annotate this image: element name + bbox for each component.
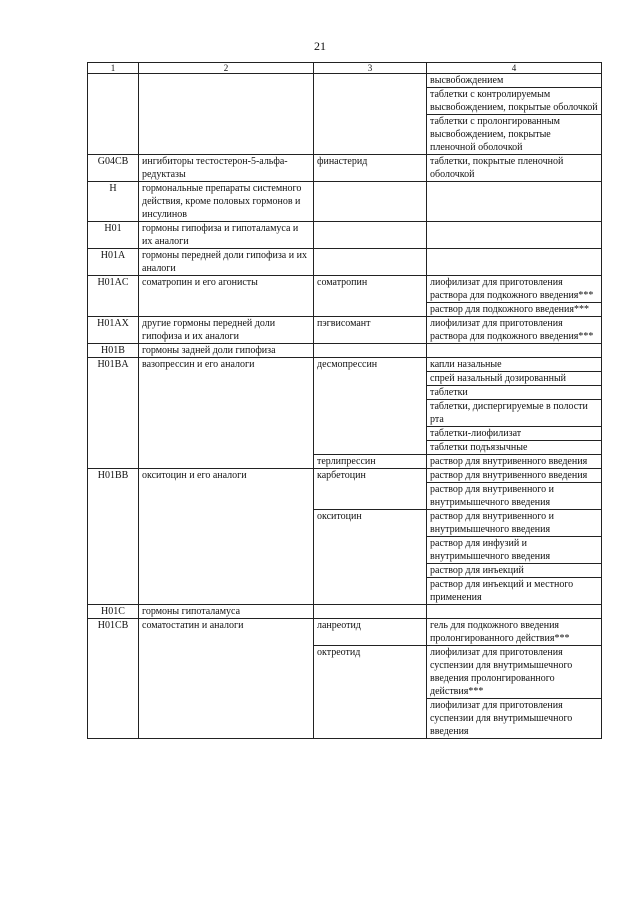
substance-cell: десмопрессин	[314, 358, 427, 455]
substance-cell: терлипрессин	[314, 455, 427, 469]
page-number: 21	[314, 39, 326, 53]
group-name-cell: гормоны задней доли гипофиза	[139, 344, 314, 358]
atc-code-cell: H01B	[88, 344, 139, 358]
group-name-cell	[139, 74, 314, 155]
table-row	[88, 619, 602, 646]
dosage-form-cell: гель для подкожного введения пролонгированного действия***	[427, 619, 602, 646]
atc-code-cell: H01AC	[88, 276, 139, 317]
dosage-form-cell: раствор для внутривенного введения	[427, 455, 602, 469]
atc-code-cell: H01BA	[88, 358, 139, 469]
dosage-form-cell: раствор для инъекций	[427, 564, 602, 578]
dosage-form-cell	[427, 344, 602, 358]
group-name-cell: гормональные препараты системного действия, кроме половых гормонов и инсулинов	[139, 182, 314, 222]
dosage-form-cell: таблетки с контролируемым высвобождением, покрытые оболочкой	[427, 88, 602, 115]
substance-cell: карбетоцин	[314, 469, 427, 510]
dosage-form-cell: раствор для инфузий и внутримышечного введения	[427, 537, 602, 564]
substance-cell: пэгвисомант	[314, 317, 427, 344]
table-row	[88, 249, 602, 276]
table-row	[88, 605, 602, 619]
group-name-cell: гормоны гипоталамуса	[139, 605, 314, 619]
atc-code-cell: H01A	[88, 249, 139, 276]
dosage-form-cell: раствор для внутривенного и внутримышечного введения	[427, 483, 602, 510]
table-row	[88, 317, 602, 344]
medicines-table	[87, 62, 602, 739]
column-number: 3	[314, 63, 427, 74]
table-row	[88, 74, 602, 88]
group-name-cell: гормоны гипофиза и гипоталамуса и их аналоги	[139, 222, 314, 249]
atc-code-cell: H01C	[88, 605, 139, 619]
group-name-cell: ингибиторы тестостерон-5-альфа-редуктазы	[139, 155, 314, 182]
table-row	[88, 344, 602, 358]
dosage-form-cell: лиофилизат для приготовления суспензии для внутримышечного введения пролонгированного действия***	[427, 646, 602, 699]
substance-cell: ланреотид	[314, 619, 427, 646]
substance-cell: соматропин	[314, 276, 427, 317]
dosage-form-cell: лиофилизат для приготовления суспензии для внутримышечного введения	[427, 699, 602, 739]
substance-cell	[314, 222, 427, 249]
dosage-form-cell: лиофилизат для приготовления раствора для подкожного введения***	[427, 276, 602, 303]
dosage-form-cell: таблетки, покрытые пленочной оболочкой	[427, 155, 602, 182]
group-name-cell: другие гормоны передней доли гипофиза и их аналоги	[139, 317, 314, 344]
table-row	[88, 276, 602, 303]
dosage-form-cell: капли назальные	[427, 358, 602, 372]
group-name-cell: соматропин и его агонисты	[139, 276, 314, 317]
substance-cell: окситоцин	[314, 510, 427, 605]
substance-cell	[314, 605, 427, 619]
dosage-form-cell: высвобождением	[427, 74, 602, 88]
dosage-form-cell: таблетки, диспергируемые в полости рта	[427, 400, 602, 427]
group-name-cell: окситоцин и его аналоги	[139, 469, 314, 605]
group-name-cell: соматостатин и аналоги	[139, 619, 314, 739]
atc-code-cell: H01AX	[88, 317, 139, 344]
atc-code-cell: H01BB	[88, 469, 139, 605]
substance-cell	[314, 249, 427, 276]
substance-cell: финастерид	[314, 155, 427, 182]
dosage-form-cell	[427, 249, 602, 276]
atc-code-cell	[88, 74, 139, 155]
dosage-form-cell: раствор для внутривенного введения	[427, 469, 602, 483]
table-row	[88, 182, 602, 222]
dosage-form-cell: таблетки	[427, 386, 602, 400]
column-number: 1	[88, 63, 139, 74]
column-number: 2	[139, 63, 314, 74]
atc-code-cell: G04CB	[88, 155, 139, 182]
group-name-cell: вазопрессин и его аналоги	[139, 358, 314, 469]
dosage-form-cell: таблетки с пролонгированным высвобождением, покрытые пленочной оболочкой	[427, 115, 602, 155]
dosage-form-cell: раствор для подкожного введения***	[427, 303, 602, 317]
column-number: 4	[427, 63, 602, 74]
substance-cell	[314, 74, 427, 155]
dosage-form-cell: лиофилизат для приготовления раствора для подкожного введения***	[427, 317, 602, 344]
dosage-form-cell: таблетки-лиофилизат	[427, 427, 602, 441]
table-row	[88, 469, 602, 483]
substance-cell: октреотид	[314, 646, 427, 739]
dosage-form-cell: раствор для инъекций и местного применения	[427, 578, 602, 605]
dosage-form-cell: таблетки подъязычные	[427, 441, 602, 455]
dosage-form-cell	[427, 222, 602, 249]
atc-code-cell: H01	[88, 222, 139, 249]
table-row	[88, 358, 602, 372]
dosage-form-cell: раствор для внутривенного и внутримышечного введения	[427, 510, 602, 537]
substance-cell	[314, 344, 427, 358]
atc-code-cell: H	[88, 182, 139, 222]
table-row	[88, 155, 602, 182]
substance-cell	[314, 182, 427, 222]
table-row	[88, 222, 602, 249]
group-name-cell: гормоны передней доли гипофиза и их аналоги	[139, 249, 314, 276]
column-number-row	[88, 63, 602, 74]
atc-code-cell: H01CB	[88, 619, 139, 739]
dosage-form-cell: спрей назальный дозированный	[427, 372, 602, 386]
dosage-form-cell	[427, 182, 602, 222]
dosage-form-cell	[427, 605, 602, 619]
